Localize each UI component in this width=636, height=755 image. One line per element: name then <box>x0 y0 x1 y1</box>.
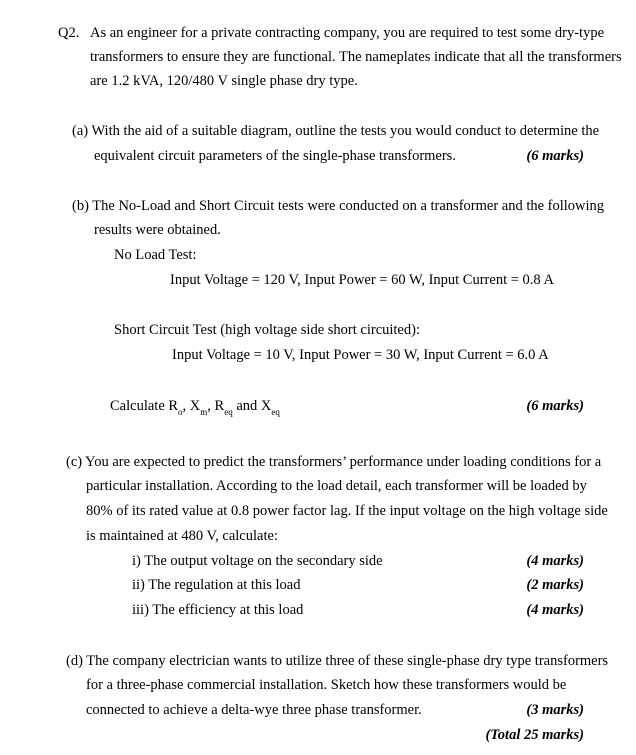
calculate-sep-1: , X <box>182 398 201 414</box>
calculate-prefix: Calculate R <box>110 398 179 414</box>
part-c-item-1: i) The output voltage on the secondary side <box>132 553 383 569</box>
calculate-line <box>110 397 280 415</box>
calculate-sep-2: , R <box>207 398 225 414</box>
part-c-line-2: particular installation. According to the load detail, each transformer will be loaded by <box>86 478 587 494</box>
part-c-item-2: ii) The regulation at this load <box>132 577 301 593</box>
no-load-values: Input Voltage = 120 V, Input Power = 60 W, Input Current = 0.8 A <box>170 272 554 288</box>
part-c-item-2-marks: (2 marks) <box>526 577 584 593</box>
intro-line-3: are 1.2 kVA, 120/480 V single phase dry type. <box>90 73 358 89</box>
intro-line-2: transformers to ensure they are functional. The nameplates indicate that all the transformers <box>90 49 622 65</box>
no-load-heading: No Load Test: <box>114 247 197 263</box>
part-d-marks: (3 marks) <box>526 702 584 718</box>
part-a-line-1: (a) With the aid of a suitable diagram, outline the tests you would conduct to determine the <box>72 123 600 139</box>
r-subscript: o <box>178 407 183 417</box>
part-c-line-3: 80% of its rated value at 0.8 power factor lag. If the input voltage on the high voltage side <box>86 503 608 519</box>
short-circuit-heading: Short Circuit Test (high voltage side short circuited): <box>114 322 420 338</box>
part-a-marks: (6 marks) <box>526 148 584 164</box>
xeq-subscript: eq <box>271 407 280 417</box>
question-number: Q2. <box>58 25 80 41</box>
part-b-marks: (6 marks) <box>526 398 584 414</box>
part-b-line-2: results were obtained. <box>94 222 221 238</box>
part-a-line-2: equivalent circuit parameters of the single-phase transformers. <box>94 148 456 164</box>
part-c-item-1-marks: (4 marks) <box>526 553 584 569</box>
x-subscript: m <box>200 407 208 417</box>
req-subscript: eq <box>224 407 233 417</box>
part-c-line-4: is maintained at 480 V, calculate: <box>86 528 278 544</box>
short-circuit-values: Input Voltage = 10 V, Input Power = 30 W, Input Current = 6.0 A <box>172 347 549 363</box>
part-d-line-2: for a three-phase commercial installation. Sketch how these transformers would be <box>86 677 567 693</box>
total-marks: (Total 25 marks) <box>485 727 584 743</box>
part-c-item-3: iii) The efficiency at this load <box>132 602 304 618</box>
part-b-line-1: (b) The No-Load and Short Circuit tests were conducted on a transformer and the following <box>72 198 605 214</box>
intro-line-1: As an engineer for a private contracting company, you are required to test some dry-type <box>90 25 605 41</box>
part-c-item-3-marks: (4 marks) <box>526 602 584 618</box>
part-d-line-3: connected to achieve a delta-wye three phase transformer. <box>86 702 422 718</box>
part-d-line-1: (d) The company electrician wants to utilize three of these single-phase dry type transformers <box>66 653 609 669</box>
calculate-sep-3: and X <box>232 398 272 414</box>
part-c-line-1: (c) You are expected to predict the transformers’ performance under loading conditions for a <box>66 454 602 470</box>
